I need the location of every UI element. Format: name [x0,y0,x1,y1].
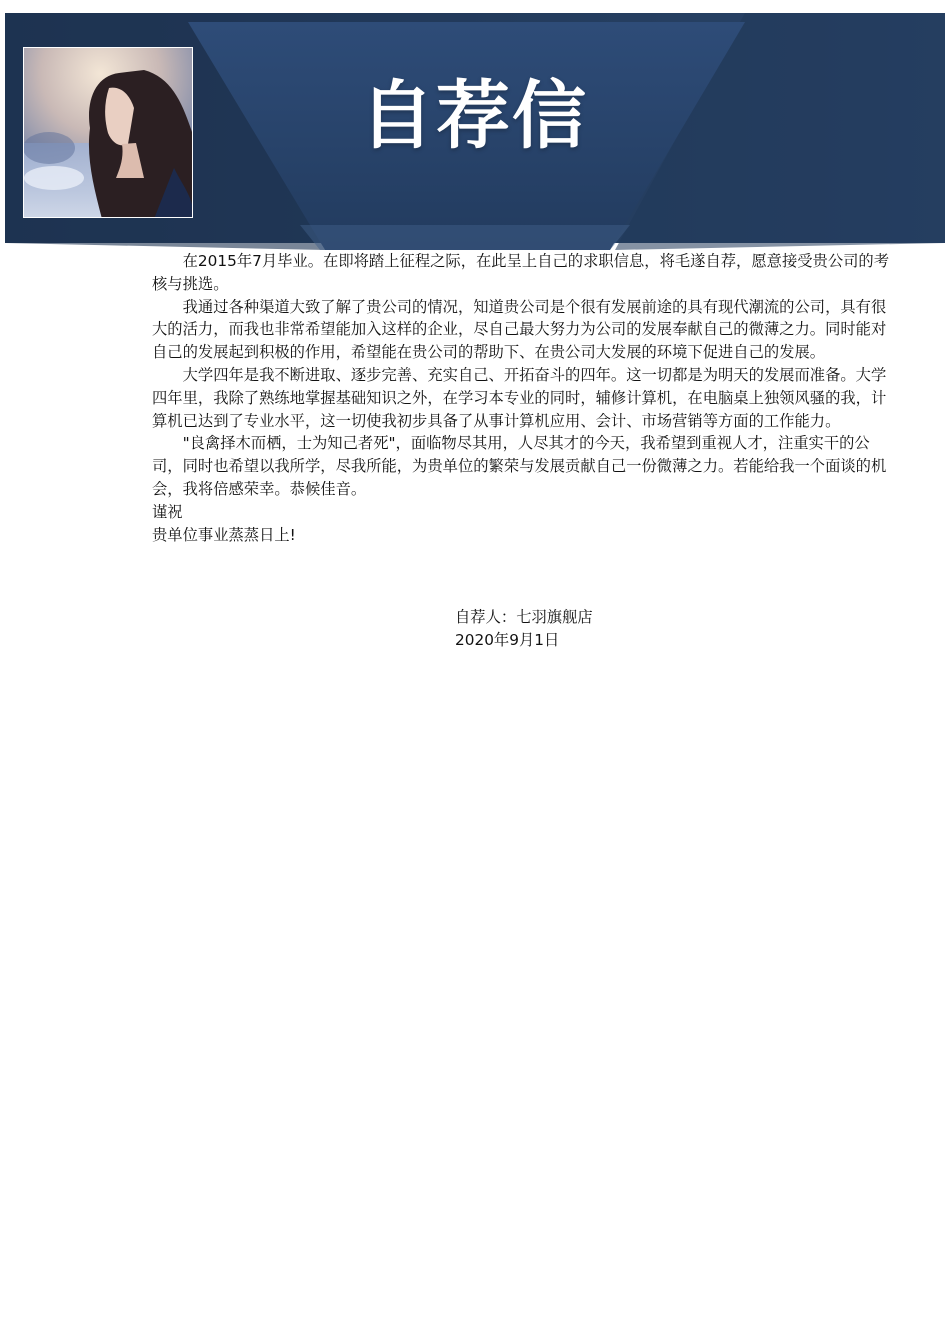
letter-date: 2020年9月1日 [455,630,560,649]
letter-paragraph-4: "良禽择木而栖，士为知己者死"，面临物尽其用，人尽其才的今天，我希望到重视人才，注重实干的公司，同时也希望以我所学，尽我所能，为贵单位的繁荣与发展贡献自己一份微薄之力。若能给我一个面谈的机会，我将倍感荣幸。恭候佳音。 [152,434,887,498]
portrait-image [24,48,193,218]
letter-paragraph-1: 在2015年7月毕业。在即将踏上征程之际，在此呈上自己的求职信息，将毛遂自荐，愿意接受贵公司的考核与挑选。 [152,252,890,293]
letter-paragraph-2: 我通过各种渠道大致了解了贵公司的情况，知道贵公司是个很有发展前途的具有现代潮流的公司，具有很大的活力，而我也非常希望能加入这样的企业，尽自己最大努力为公司的发展奉献自己的微薄之力。同时能对自己的发展起到积极的作用，希望能在贵公司的帮助下、在贵公司大发展的环境下促进自己的发展。 [152,297,887,362]
letter-closing: 谨祝 [152,502,183,521]
letter-paragraph-3: 大学四年是我不断进取、逐步完善、充实自己、开拓奋斗的四年。这一切都是为明天的发展而准备。大学四年里，我除了熟练地掌握基础知识之外，在学习本专业的同时，辅修计算机，在电脑桌上独领风骚的我，计算机已达到了专业水平，这一切使我初步具备了从事计算机应用、会计、市场营销等方面的工作能力。 [152,365,887,430]
header-banner [0,0,950,260]
page-title: 自荐信 [360,73,588,159]
signature: 自荐人：七羽旗舰店 [455,608,593,626]
signature-block [455,606,593,652]
portrait-photo-icon [23,47,193,218]
letter-wish: 贵单位事业蒸蒸日上! [152,525,296,544]
